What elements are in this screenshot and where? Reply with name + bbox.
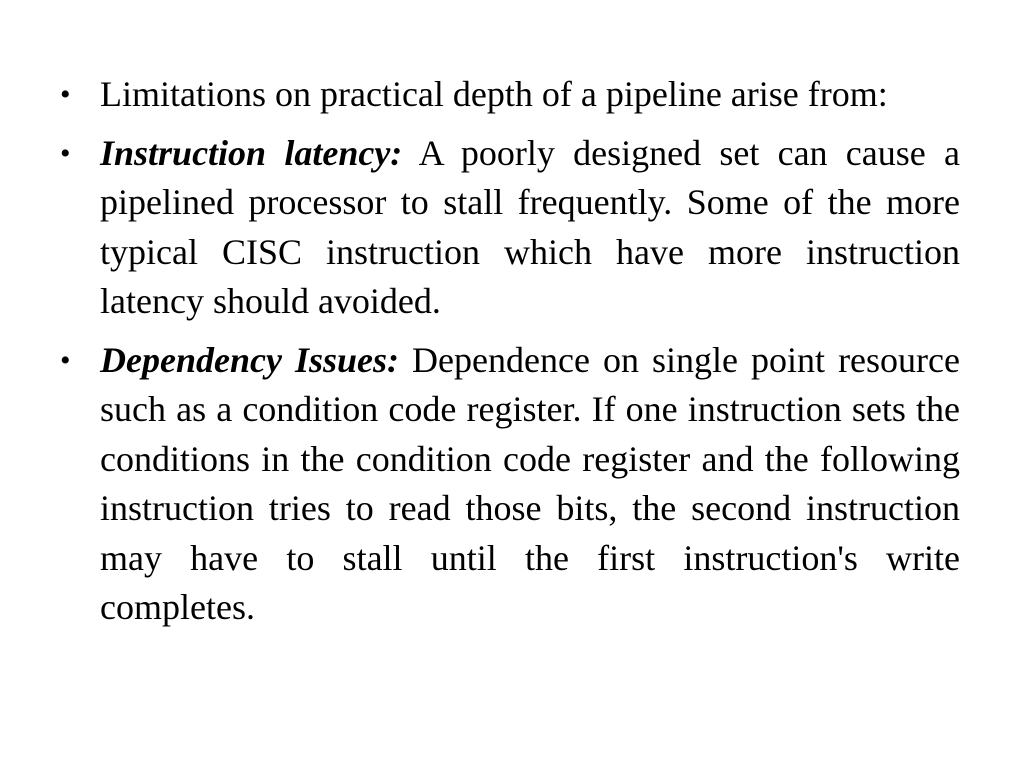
bullet-item-limitations	[60, 70, 960, 120]
bullet-text: A poorly designed set can cause a pipelined processor to stall frequently. Some of the more typical CISC instruction which have more instruction latency should avoided.	[100, 132, 960, 321]
bullet-item-dependency-issues	[60, 336, 960, 633]
bullet-text: Limitations on practical depth of a pipeline arise from:	[100, 74, 888, 114]
bullet-item-instruction-latency	[60, 129, 960, 327]
bullet-dot-icon: •	[60, 78, 71, 111]
bullet-text: Dependence on single point resource such as a condition code register. If one instruction sets the conditions in the condition code register and the following instruction tries to read those bits, the second instruction may have to stall until the first instruction's write completes.	[100, 339, 960, 627]
bullet-term: Instruction latency:	[100, 132, 403, 173]
bullet-dot-icon: •	[60, 136, 71, 170]
bullet-term: Dependency Issues:	[100, 339, 399, 380]
bullet-dot-icon: •	[60, 343, 71, 377]
bullet-list	[60, 70, 960, 642]
